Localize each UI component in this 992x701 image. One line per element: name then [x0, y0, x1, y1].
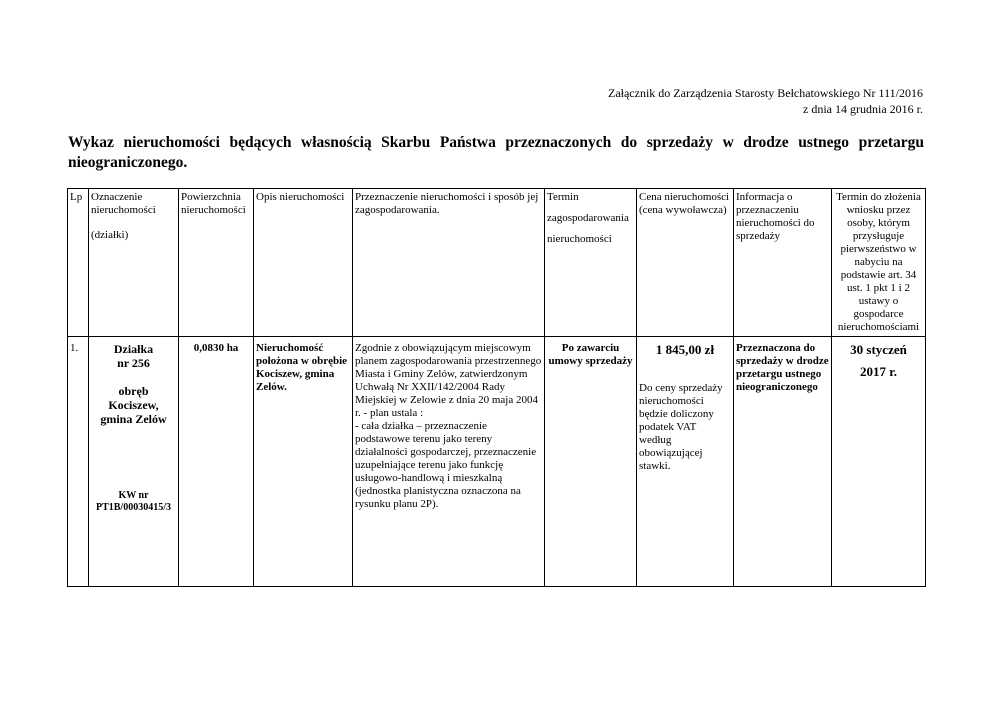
attachment-note-line2: z dnia 14 grudnia 2016 r.: [803, 102, 923, 116]
cell-przeznaczenie: Zgodnie z obowiązującym miejscowym planem zagospodarowania przestrzennego Miasta i Gminy Zelów, zatwierdzonym Uchwałą Nr XXII/142/2004 Rady Miejskiej w Zelowie z dnia 20 maja 2004 r. - plan ustala : - cała działka – przeznaczenie podstawowe terenu jako tereny działalności gospodarczej, przeznaczenie uzupełniające terenu jako funkcję usługowo-handlową i mieszkalną (jednostka planistyczna oznaczona na rysunku planu 2P).: [353, 337, 545, 587]
document-title: Wykaz nieruchomości będących własnością Skarbu Państwa przeznaczonych do sprzedaży w drodze ustnego przetargu nieograniczonego.: [68, 134, 924, 171]
cell-termin-zlozenia: 30 styczeń 2017 r.: [832, 337, 926, 587]
header-oznaczenie: Oznaczenie nieruchomości (działki): [89, 189, 179, 337]
attachment-note-line1: Załącznik do Zarządzenia Starosty Bełchatowskiego Nr 111/2016: [607, 86, 923, 100]
header-termin: Termin zagospodarowania nieruchomości: [545, 189, 637, 337]
cell-oznaczenie: Działka nr 256 obręb Kociszew, gmina Zelów KW nr PT1B/00030415/3: [89, 337, 179, 587]
header-lp: Lp: [68, 189, 89, 337]
header-opis: Opis nieruchomości: [254, 189, 353, 337]
cell-termin: Po zawarciu umowy sprzedaży: [545, 337, 637, 587]
attachment-note: [423, 85, 923, 117]
table-header-row: [68, 189, 926, 337]
table-row: [68, 337, 926, 587]
property-table: [67, 188, 926, 587]
header-przeznaczenie: Przeznaczenie nieruchomości i sposób jej zagospodarowania.: [353, 189, 545, 337]
header-termin-zlozenia: Termin do złożenia wniosku przez osoby, którym przysługuje pierwszeństwo w nabyciu na podstawie art. 34 ust. 1 pkt 1 i 2 ustawy o gospodarce nieruchomościami: [832, 189, 926, 337]
cell-lp: 1.: [68, 337, 89, 587]
header-cena: Cena nieruchomości (cena wywoławcza): [637, 189, 734, 337]
cell-powierzchnia: 0,0830 ha: [179, 337, 254, 587]
header-powierzchnia: Powierzchnia nieruchomości: [179, 189, 254, 337]
header-informacja: Informacja o przeznaczeniu nieruchomości do sprzedaży: [734, 189, 832, 337]
cell-informacja: Przeznaczona do sprzedaży w drodze przetargu ustnego nieograniczonego: [734, 337, 832, 587]
cell-opis: Nieruchomość położona w obrębie Kociszew, gmina Zelów.: [254, 337, 353, 587]
cell-cena: 1 845,00 zł Do ceny sprzedaży nieruchomości będzie doliczony podatek VAT według obowiązującej stawki.: [637, 337, 734, 587]
